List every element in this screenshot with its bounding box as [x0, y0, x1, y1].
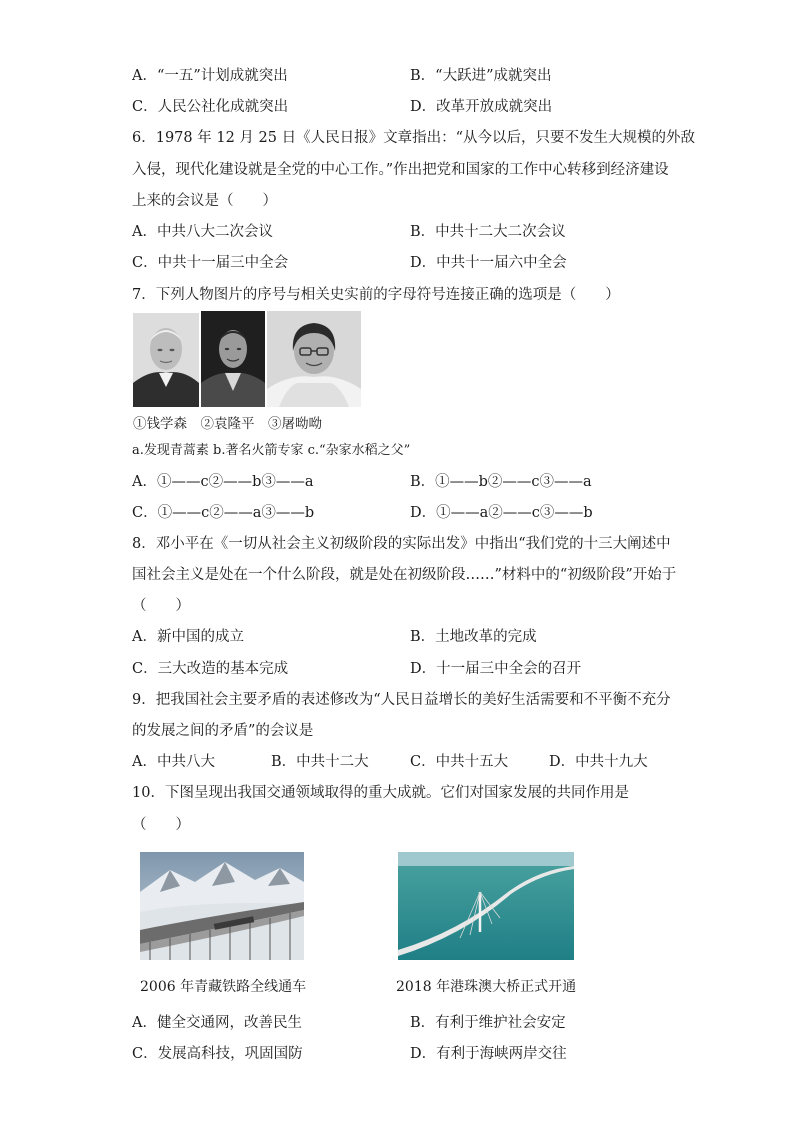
- q10-stem-line2: （ ）: [132, 817, 190, 833]
- q5-option-c: C．人民公社化成就突出: [132, 99, 289, 115]
- q6-stem-line1: 6．1978 年 12 月 25 日《人民日报》文章指出：“从今以后，只要不发生大规模的外敌: [132, 130, 695, 146]
- q5-option-a: A．“一五”计划成就突出: [132, 68, 288, 84]
- caption-hong-kong-zhuhai-macao-bridge: 2018 年港珠澳大桥正式开通: [396, 979, 577, 995]
- q6-stem-line2: 入侵，现代化建设就是全党的中心工作。”作出把党和国家的工作中心转移到经济建设: [132, 162, 669, 178]
- portrait-yuan-longping: [201, 311, 265, 407]
- q10-stem-line1: 10．下图呈现出我国交通领域取得的重大成就。它们对国家发展的共同作用是: [132, 785, 629, 801]
- q9-stem-line2: 的发展之间的矛盾”的会议是: [132, 723, 314, 739]
- q5-option-b: B．“大跃进”成就突出: [410, 68, 552, 84]
- q10-option-c: C．发展高科技，巩固国防: [132, 1046, 303, 1062]
- portrait-tu-youyou: [267, 311, 361, 407]
- q8-stem-line1: 8．邓小平在《一切从社会主义初级阶段的实际出发》中指出“我们党的十三大阐述中: [132, 536, 671, 552]
- q8-option-a: A．新中国的成立: [132, 629, 244, 645]
- q9-option-b: B．中共十二大: [271, 754, 369, 770]
- photo-qinghai-tibet-railway: [140, 852, 304, 960]
- q8-stem-line3: （ ）: [132, 598, 190, 614]
- q6-option-d: D．中共十一届六中全会: [410, 255, 567, 271]
- q7-option-b: B．①——b②——c③——a: [410, 474, 592, 490]
- q7-option-a: A．①——c②——b③——a: [132, 474, 314, 490]
- q8-option-b: B．土地改革的完成: [410, 629, 537, 645]
- q10-option-a: A．健全交通网，改善民生: [132, 1015, 302, 1031]
- portrait-qian-xuesen: [133, 313, 199, 407]
- q7-stem: 7．下列人物图片的序号与相关史实前的字母符号连接正确的选项是（ ）: [132, 287, 620, 303]
- q9-stem-line1: 9．把我国社会主要矛盾的表述修改为“人民日益增长的美好生活需要和不平衡不充分: [132, 692, 671, 708]
- q7-option-c: C．①——c②——a③——b: [132, 505, 315, 521]
- q10-option-b: B．有利于维护社会安定: [410, 1015, 566, 1031]
- q8-option-d: D．十一届三中全会的召开: [410, 661, 582, 677]
- q7-option-d: D．①——a②——c③——b: [410, 505, 593, 521]
- q8-stem-line2: 国社会主义是处在一个什么阶段，就是处在初级阶段……”材料中的“初级阶段”开始于: [132, 567, 677, 583]
- q6-option-c: C．中共十一届三中全会: [132, 255, 289, 271]
- q7-facts: a.发现青蒿素 b.著名火箭专家 c.“杂家水稻之父”: [132, 443, 411, 458]
- q8-option-c: C．三大改造的基本完成: [132, 661, 289, 677]
- caption-qinghai-tibet-railway: 2006 年青藏铁路全线通车: [140, 979, 307, 995]
- q9-option-a: A．中共八大: [132, 754, 215, 770]
- q7-photo-caption: ①钱学森 ②袁隆平 ③屠呦呦: [133, 416, 322, 432]
- q5-option-d: D．改革开放成就突出: [410, 99, 553, 115]
- q6-option-b: B．中共十二大二次会议: [410, 224, 566, 240]
- photo-hong-kong-zhuhai-macao-bridge: [398, 852, 574, 960]
- q6-stem-line3: 上来的会议是（ ）: [132, 193, 277, 209]
- q9-option-d: D．中共十九大: [549, 754, 648, 770]
- q9-option-c: C．中共十五大: [410, 754, 509, 770]
- q10-option-d: D．有利于海峡两岸交往: [410, 1046, 567, 1062]
- q6-option-a: A．中共八大二次会议: [132, 224, 273, 240]
